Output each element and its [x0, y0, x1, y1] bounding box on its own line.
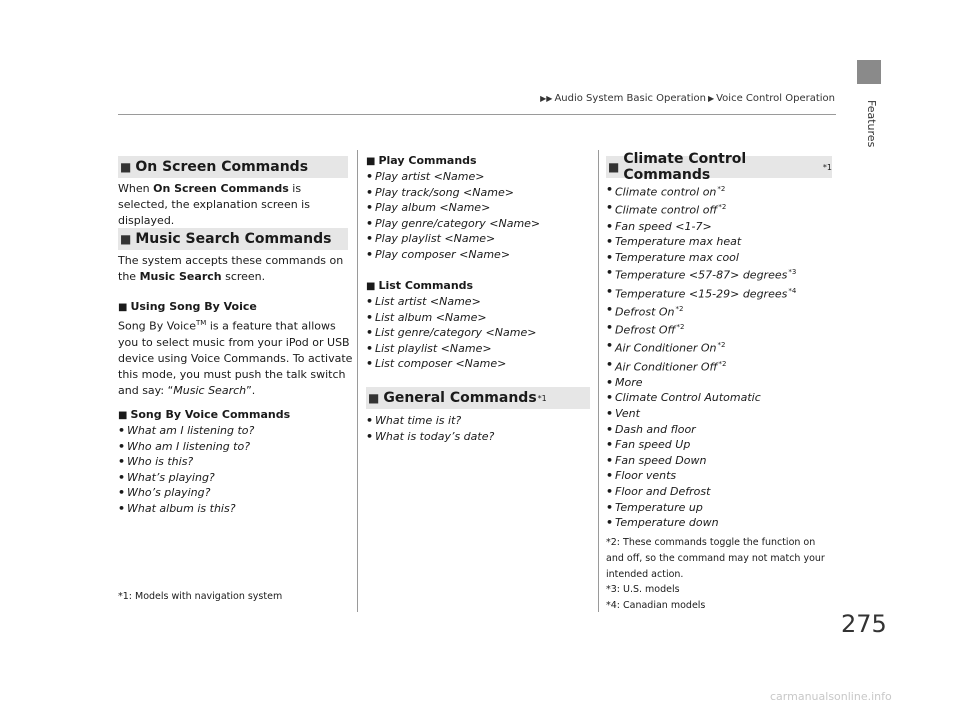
breadcrumb-current: Voice Control Operation	[716, 93, 835, 104]
footnote-ref: *2	[717, 341, 726, 350]
list-item: • Who’s playing?	[118, 485, 254, 501]
text: is a feature that allows you to select music from your iPod or USB device using Voice Commands. To activate this mode, you must push the talk switch and say: “	[118, 319, 353, 397]
item-text: Climate control on	[615, 185, 717, 199]
heading-general-commands	[366, 387, 590, 409]
list-item: • List album <Name>	[366, 310, 536, 326]
footnote-ref: *4	[788, 286, 797, 295]
list-item	[606, 500, 796, 516]
item-text: Vent	[615, 406, 640, 420]
square-bullet-icon: ■	[120, 160, 132, 174]
item-text: Fan speed Down	[615, 453, 707, 467]
list-item: • Play track/song <Name>	[366, 185, 540, 201]
list-item: • Who is this?	[118, 454, 254, 470]
heading-music-search-commands	[118, 228, 348, 250]
text: screen.	[221, 270, 266, 283]
item-text: Temperature max cool	[615, 250, 739, 264]
play-commands-title	[366, 153, 477, 170]
text: The system accepts these commands on the	[118, 254, 344, 283]
watermark-logo: carmanualsonline.info	[770, 690, 892, 703]
footnote-ref: *2	[676, 323, 685, 332]
item-text: Temperature <15-29> degrees	[615, 287, 788, 301]
trademark: TM	[196, 319, 207, 327]
item-text: Temperature down	[615, 516, 719, 530]
heading-text: General Commands	[383, 390, 537, 406]
item-text: Temperature up	[615, 500, 703, 514]
using-song-by-voice-title	[118, 299, 257, 316]
item-text: Floor and Defrost	[615, 484, 711, 498]
list-item	[606, 265, 796, 283]
list-item	[606, 437, 796, 453]
header-rule	[118, 114, 836, 115]
list-item	[606, 219, 796, 235]
list-item	[606, 357, 796, 375]
footnote-ref: *2	[718, 359, 727, 368]
general-commands-list	[366, 413, 494, 444]
footnote-ref: *1	[537, 393, 547, 403]
list-item: • Play playlist <Name>	[366, 231, 540, 247]
heading-text: Climate Control Commands	[623, 151, 747, 183]
square-bullet-icon: ■	[366, 156, 376, 167]
list-item: • List genre/category <Name>	[366, 325, 536, 341]
music-search-paragraph	[118, 253, 354, 285]
footnote-ref: *2	[717, 185, 726, 193]
text-bold: On Screen Commands	[153, 182, 289, 195]
square-bullet-icon: ■	[368, 391, 380, 405]
item-text: Fan speed <1-7>	[615, 219, 712, 233]
text: Play Commands	[378, 154, 477, 167]
page-number: 275	[841, 610, 887, 638]
column-divider	[598, 150, 599, 612]
list-item	[606, 302, 796, 320]
heading-text: Music Search Commands	[135, 231, 332, 247]
item-text: Temperature <57-87> degrees	[615, 268, 788, 282]
list-item: • What album is this?	[118, 501, 254, 517]
list-item	[606, 390, 796, 406]
list-item	[606, 200, 796, 218]
footnote-ref: *1	[822, 162, 832, 172]
list-item: • Play album <Name>	[366, 200, 540, 216]
list-item: • Play composer <Name>	[366, 247, 540, 263]
section-marker	[857, 60, 881, 84]
play-commands-list	[366, 169, 540, 263]
side-tab	[862, 100, 882, 164]
list-item	[606, 182, 796, 200]
list-item	[606, 284, 796, 302]
text: Song By Voice Commands	[130, 408, 291, 421]
list-item: • List artist <Name>	[366, 294, 536, 310]
footnote-ref: *3	[788, 268, 797, 277]
list-item: • Play genre/category <Name>	[366, 216, 540, 232]
footnote-4: *4: Canadian models	[606, 600, 706, 611]
item-text: Climate Control Automatic	[615, 391, 761, 405]
text: ”.	[246, 383, 256, 397]
list-item: • What time is it?	[366, 413, 494, 429]
list-item	[606, 422, 796, 438]
item-text: Air Conditioner Off	[615, 360, 718, 374]
footnote-2: *2: These commands toggle the function on and off, so the command may not match your intended action.	[606, 537, 825, 580]
text: is selected, the explanation screen is displayed.	[118, 182, 310, 227]
heading-on-screen-commands	[118, 156, 348, 178]
chevron-right-icon: ▶	[707, 94, 715, 103]
heading-text: On Screen Commands	[135, 159, 309, 175]
item-text: Air Conditioner On	[615, 341, 717, 355]
text: Song By Voice	[118, 319, 196, 333]
list-item: • Play artist <Name>	[366, 169, 540, 185]
item-text: Temperature max heat	[615, 235, 742, 249]
list-item	[606, 338, 796, 356]
list-item	[606, 484, 796, 500]
text: Using Song By Voice	[130, 300, 257, 313]
list-item: • List playlist <Name>	[366, 341, 536, 357]
item-text: Climate control off	[615, 203, 718, 217]
breadcrumb-parent[interactable]: Audio System Basic Operation	[554, 93, 706, 104]
footnote-ref: *2	[675, 304, 684, 313]
item-text: Dash and floor	[615, 422, 696, 436]
item-text: Fan speed Up	[615, 438, 691, 452]
side-tab-label: Features	[865, 100, 878, 148]
list-item: • What is today’s date?	[366, 429, 494, 445]
using-song-by-voice-paragraph	[118, 315, 354, 399]
climate-commands-list	[606, 182, 796, 531]
text-italic: Music Search	[173, 383, 247, 397]
text: List Commands	[378, 279, 474, 292]
chevron-right-icon: ▶▶	[540, 94, 553, 103]
list-item	[606, 250, 796, 266]
list-item: • List composer <Name>	[366, 356, 536, 372]
list-commands-title	[366, 278, 473, 295]
list-item: • Who am I listening to?	[118, 439, 254, 455]
item-text: Defrost Off	[615, 323, 676, 337]
list-item	[606, 234, 796, 250]
list-item	[606, 320, 796, 338]
list-item	[606, 375, 796, 391]
column-divider	[357, 150, 358, 612]
text: When	[118, 182, 154, 195]
item-text: Defrost On	[615, 305, 675, 319]
square-bullet-icon: ■	[120, 232, 132, 246]
item-text: More	[615, 375, 643, 389]
song-by-voice-list	[118, 423, 254, 517]
text-bold: Music Search	[139, 270, 222, 283]
list-item	[606, 515, 796, 531]
list-commands-list	[366, 294, 536, 372]
heading-climate-control-commands	[606, 151, 832, 183]
footnote-1: *1: Models with navigation system	[118, 591, 283, 602]
on-screen-paragraph	[118, 181, 350, 229]
square-bullet-icon: ■	[366, 281, 376, 292]
list-item: • What’s playing?	[118, 470, 254, 486]
footnote-3: *3: U.S. models	[606, 584, 680, 595]
square-bullet-icon: ■	[118, 302, 128, 313]
list-item: • What am I listening to?	[118, 423, 254, 439]
list-item	[606, 406, 796, 422]
breadcrumb	[520, 93, 835, 104]
song-by-voice-commands-title	[118, 407, 290, 424]
square-bullet-icon: ■	[608, 160, 620, 174]
list-item	[606, 453, 796, 469]
list-item	[606, 468, 796, 484]
footnote-ref: *2	[718, 203, 727, 212]
square-bullet-icon: ■	[118, 410, 128, 421]
item-text: Floor vents	[615, 469, 677, 483]
